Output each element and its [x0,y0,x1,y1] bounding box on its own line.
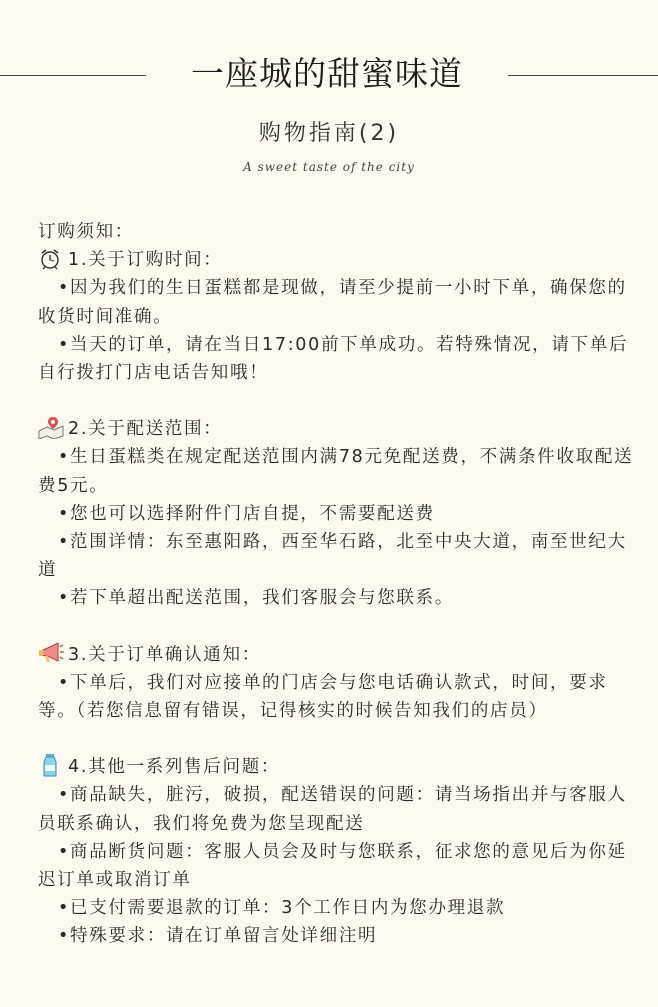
header-divider-left [0,75,146,76]
section-order-confirmation [38,641,634,726]
page-title: 购物指南(2) [258,121,400,146]
section-after-sales [38,753,634,950]
tagline: A sweet taste of the city [243,160,415,174]
list-item: •您也可以选择附件门店自提，不需要配送费 [58,503,435,524]
section-title: 1.关于订购时间： [68,250,223,271]
list-item: •下单后，我们对应接单的门店会与您电话确认款式，时间，要求等。（若您信息留有错误，记得核实的时候告知我们的店员） [38,672,608,722]
megaphone-icon [38,641,64,665]
list-item: •商品缺失，脏污，破损，配送错误的问题：请当场指出并与客服人员联系确认，我们将免费为您呈现配送 [38,785,627,834]
section-title: 3.关于订单确认通知： [68,644,261,665]
list-item: •因为我们的生日蛋糕都是现做，请至少提前一小时下单，确保您的收货时间准确。 [38,278,627,327]
map-pin-icon [38,415,64,439]
list-item: •若下单超出配送范围，我们客服会与您联系。 [58,588,455,609]
intro-heading: 订购须知： [38,222,134,242]
list-item: •生日蛋糕类在规定配送范围内满78元免配送费，不满条件收取配送费5元。 [38,447,634,496]
list-item: •特殊要求：请在订单留言处详细注明 [58,926,378,947]
list-item: •当天的订单，请在当日17:00前下单成功。若特殊情况，请下单后自行拨打门店电话告知哦！ [38,334,629,384]
alarm-clock-icon [38,246,64,270]
section-heading [38,753,634,781]
section-heading [38,415,634,443]
list-item: •商品断货问题：客服人员会及时与您联系，征求您的意见后为你延迟订单或取消订单 [38,841,627,891]
guide-content [38,218,634,951]
brand-logo-text: 一座城的甜蜜味道 [191,54,463,93]
section-heading [38,641,634,669]
milk-bottle-icon [38,753,64,777]
section-title: 4.其他一系列售后问题： [68,757,281,778]
list-item: •已支付需要退款的订单：3个工作日内为您办理退款 [58,898,506,919]
section-title: 2.关于配送范围： [68,419,223,440]
list-item: •范围详情：东至惠阳路，西至华石路，北至中央大道，南至世纪大道 [38,532,627,581]
section-heading [38,246,634,274]
section-order-time [38,246,634,387]
header-divider-right [508,75,658,76]
section-delivery-range [38,415,634,612]
